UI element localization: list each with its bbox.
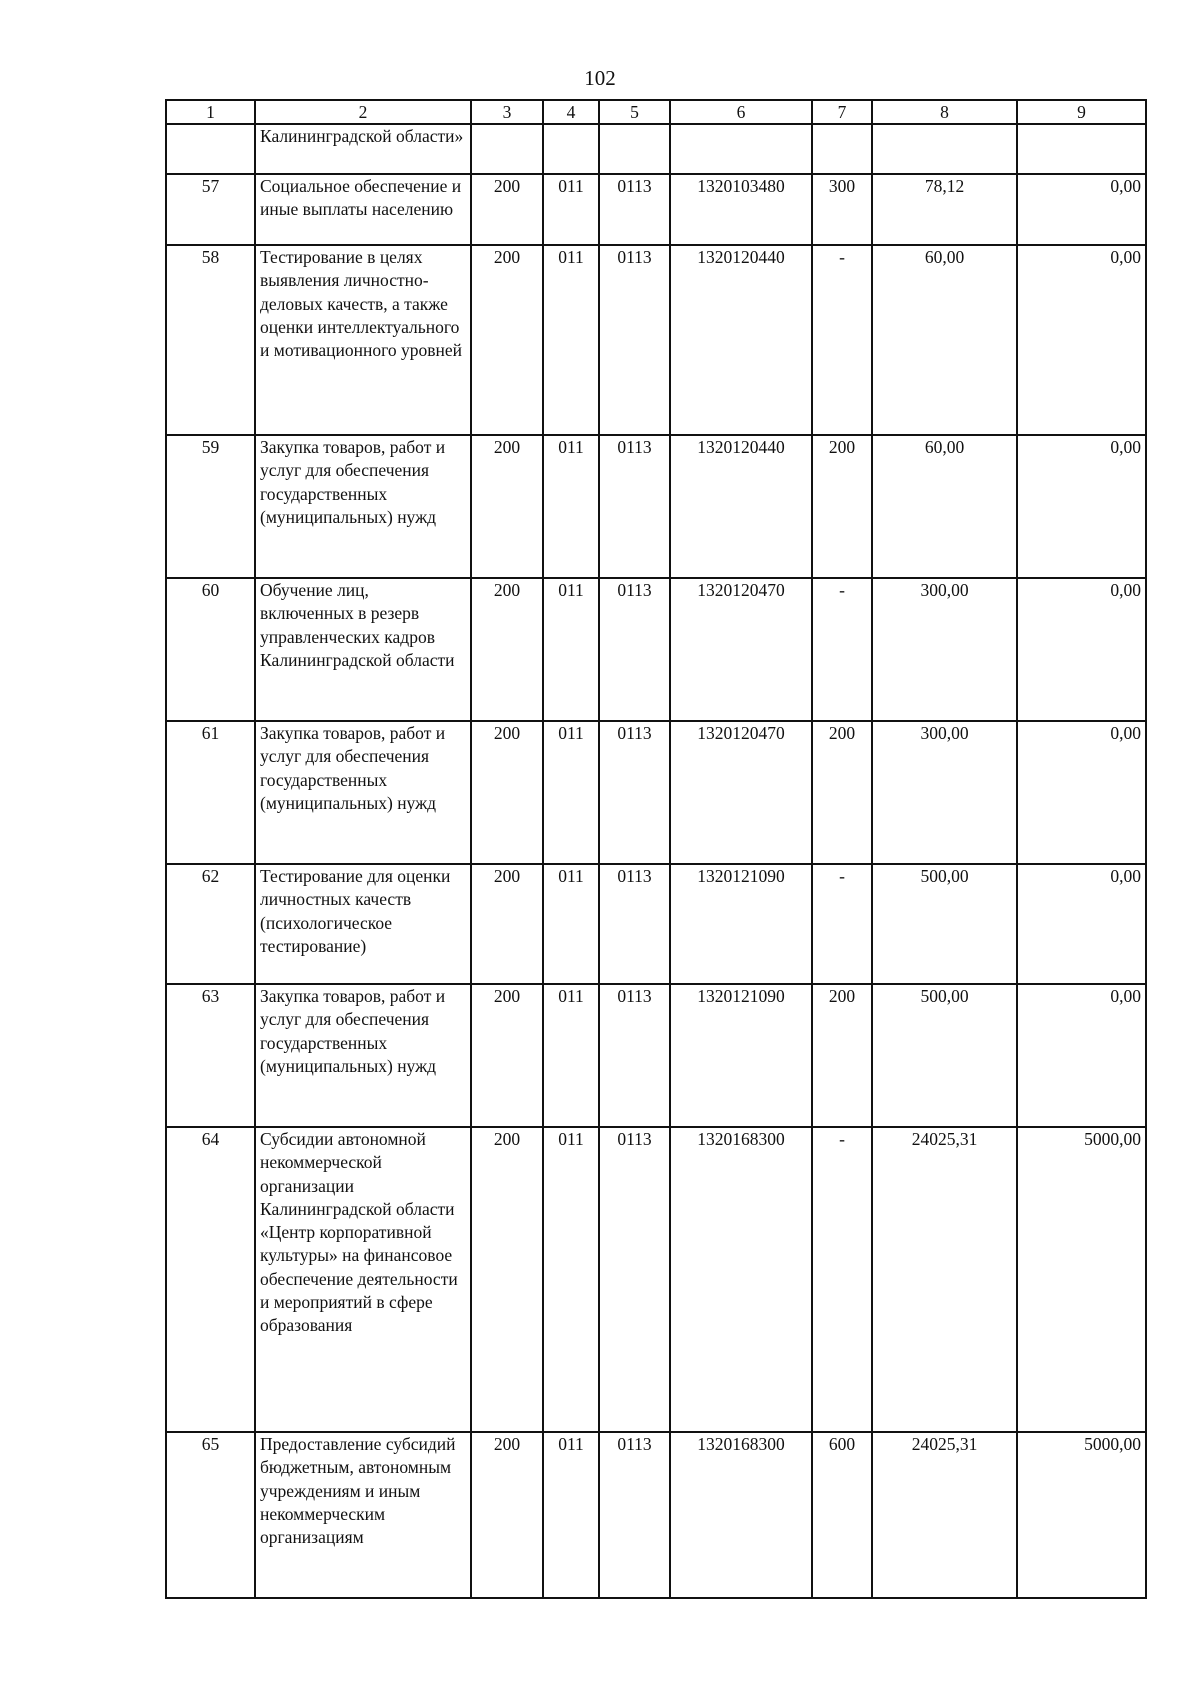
row-col7: 300 (812, 174, 872, 245)
row-col4: 011 (543, 435, 599, 578)
table-row (166, 1432, 1146, 1598)
row-col5: 0113 (599, 1127, 670, 1432)
header-row (166, 100, 1146, 124)
row-col4 (543, 124, 599, 174)
row-amount-9: 0,00 (1017, 245, 1146, 435)
row-col7: 200 (812, 721, 872, 864)
row-amount-8: 500,00 (872, 864, 1017, 984)
row-name: Обучение лиц, включенных в резерв управленческих кадров Калининградской области (255, 578, 471, 721)
row-col6: 1320120440 (670, 435, 812, 578)
header-col-8: 8 (872, 100, 1017, 124)
row-col6: 1320120470 (670, 721, 812, 864)
row-amount-9: 0,00 (1017, 984, 1146, 1127)
row-col6: 1320121090 (670, 864, 812, 984)
row-col5: 0113 (599, 435, 670, 578)
row-col3: 200 (471, 435, 543, 578)
header-col-6: 6 (670, 100, 812, 124)
row-col3: 200 (471, 245, 543, 435)
header-col-7: 7 (812, 100, 872, 124)
row-number: 63 (166, 984, 255, 1127)
row-number: 57 (166, 174, 255, 245)
row-col3: 200 (471, 864, 543, 984)
row-number: 65 (166, 1432, 255, 1598)
row-col6: 1320168300 (670, 1127, 812, 1432)
row-col7: - (812, 864, 872, 984)
row-col7: - (812, 1127, 872, 1432)
header-col-1: 1 (166, 100, 255, 124)
row-col6: 1320103480 (670, 174, 812, 245)
row-col5: 0113 (599, 721, 670, 864)
row-number: 64 (166, 1127, 255, 1432)
row-amount-8: 78,12 (872, 174, 1017, 245)
row-col3: 200 (471, 1127, 543, 1432)
row-amount-8: 60,00 (872, 435, 1017, 578)
row-col5: 0113 (599, 984, 670, 1127)
row-amount-9: 0,00 (1017, 721, 1146, 864)
header-col-4: 4 (543, 100, 599, 124)
row-amount-8: 500,00 (872, 984, 1017, 1127)
row-name: Калининградской области» (255, 124, 471, 174)
row-col7: 200 (812, 984, 872, 1127)
header-col-5: 5 (599, 100, 670, 124)
row-name: Закупка товаров, работ и услуг для обеспечения государственных (муниципальных) нужд (255, 721, 471, 864)
row-number: 62 (166, 864, 255, 984)
row-col4: 011 (543, 1127, 599, 1432)
row-col7 (812, 124, 872, 174)
row-number: 61 (166, 721, 255, 864)
row-col3: 200 (471, 984, 543, 1127)
row-col4: 011 (543, 721, 599, 864)
row-col5: 0113 (599, 864, 670, 984)
row-name: Субсидии автономной некоммерческой организации Калининградской области «Центр корпоративной культуры» на финансовое обеспечение деятельности и мероприятий в сфере образования (255, 1127, 471, 1432)
row-col6 (670, 124, 812, 174)
table-row (166, 721, 1146, 864)
table-row (166, 124, 1146, 174)
row-amount-9: 0,00 (1017, 435, 1146, 578)
table-row (166, 984, 1146, 1127)
row-name: Социальное обеспечение и иные выплаты населению (255, 174, 471, 245)
row-col4: 011 (543, 1432, 599, 1598)
row-col7: 200 (812, 435, 872, 578)
row-col7: 600 (812, 1432, 872, 1598)
row-amount-8 (872, 124, 1017, 174)
row-number: 58 (166, 245, 255, 435)
row-amount-8: 300,00 (872, 578, 1017, 721)
row-col7: - (812, 578, 872, 721)
table-row (166, 1127, 1146, 1432)
row-col5: 0113 (599, 578, 670, 721)
header-col-2: 2 (255, 100, 471, 124)
header-col-3: 3 (471, 100, 543, 124)
row-col4: 011 (543, 245, 599, 435)
row-col4: 011 (543, 864, 599, 984)
row-amount-9: 5000,00 (1017, 1432, 1146, 1598)
row-name: Тестирование для оценки личностных качеств (психологическое тестирование) (255, 864, 471, 984)
row-col3: 200 (471, 1432, 543, 1598)
row-amount-8: 300,00 (872, 721, 1017, 864)
row-amount-8: 24025,31 (872, 1127, 1017, 1432)
page-number: 102 (584, 66, 616, 90)
row-col3: 200 (471, 721, 543, 864)
row-col5: 0113 (599, 245, 670, 435)
table-row (166, 864, 1146, 984)
table-row (166, 245, 1146, 435)
row-number: 59 (166, 435, 255, 578)
row-amount-8: 24025,31 (872, 1432, 1017, 1598)
row-col6: 1320120470 (670, 578, 812, 721)
row-amount-9: 0,00 (1017, 864, 1146, 984)
header-col-9: 9 (1017, 100, 1146, 124)
row-amount-8: 60,00 (872, 245, 1017, 435)
table-row (166, 174, 1146, 245)
row-col7: - (812, 245, 872, 435)
row-number: 60 (166, 578, 255, 721)
row-col4: 011 (543, 578, 599, 721)
row-col5: 0113 (599, 174, 670, 245)
row-amount-9: 0,00 (1017, 174, 1146, 245)
table-row (166, 435, 1146, 578)
row-col5 (599, 124, 670, 174)
row-name: Тестирование в целях выявления личностно-деловых качеств, а также оценки интеллектуального и мотивационного уровней (255, 245, 471, 435)
budget-table (165, 99, 1147, 1599)
row-amount-9 (1017, 124, 1146, 174)
row-name: Закупка товаров, работ и услуг для обеспечения государственных (муниципальных) нужд (255, 435, 471, 578)
row-col3: 200 (471, 578, 543, 721)
row-col3 (471, 124, 543, 174)
table-row (166, 578, 1146, 721)
row-col5: 0113 (599, 1432, 670, 1598)
row-col3: 200 (471, 174, 543, 245)
row-name: Закупка товаров, работ и услуг для обеспечения государственных (муниципальных) нужд (255, 984, 471, 1127)
row-amount-9: 0,00 (1017, 578, 1146, 721)
row-col6: 1320168300 (670, 1432, 812, 1598)
row-col4: 011 (543, 984, 599, 1127)
row-col6: 1320121090 (670, 984, 812, 1127)
row-amount-9: 5000,00 (1017, 1127, 1146, 1432)
row-col6: 1320120440 (670, 245, 812, 435)
row-col4: 011 (543, 174, 599, 245)
row-number (166, 124, 255, 174)
row-name: Предоставление субсидий бюджетным, автономным учреждениям и иным некоммерческим организациям (255, 1432, 471, 1598)
